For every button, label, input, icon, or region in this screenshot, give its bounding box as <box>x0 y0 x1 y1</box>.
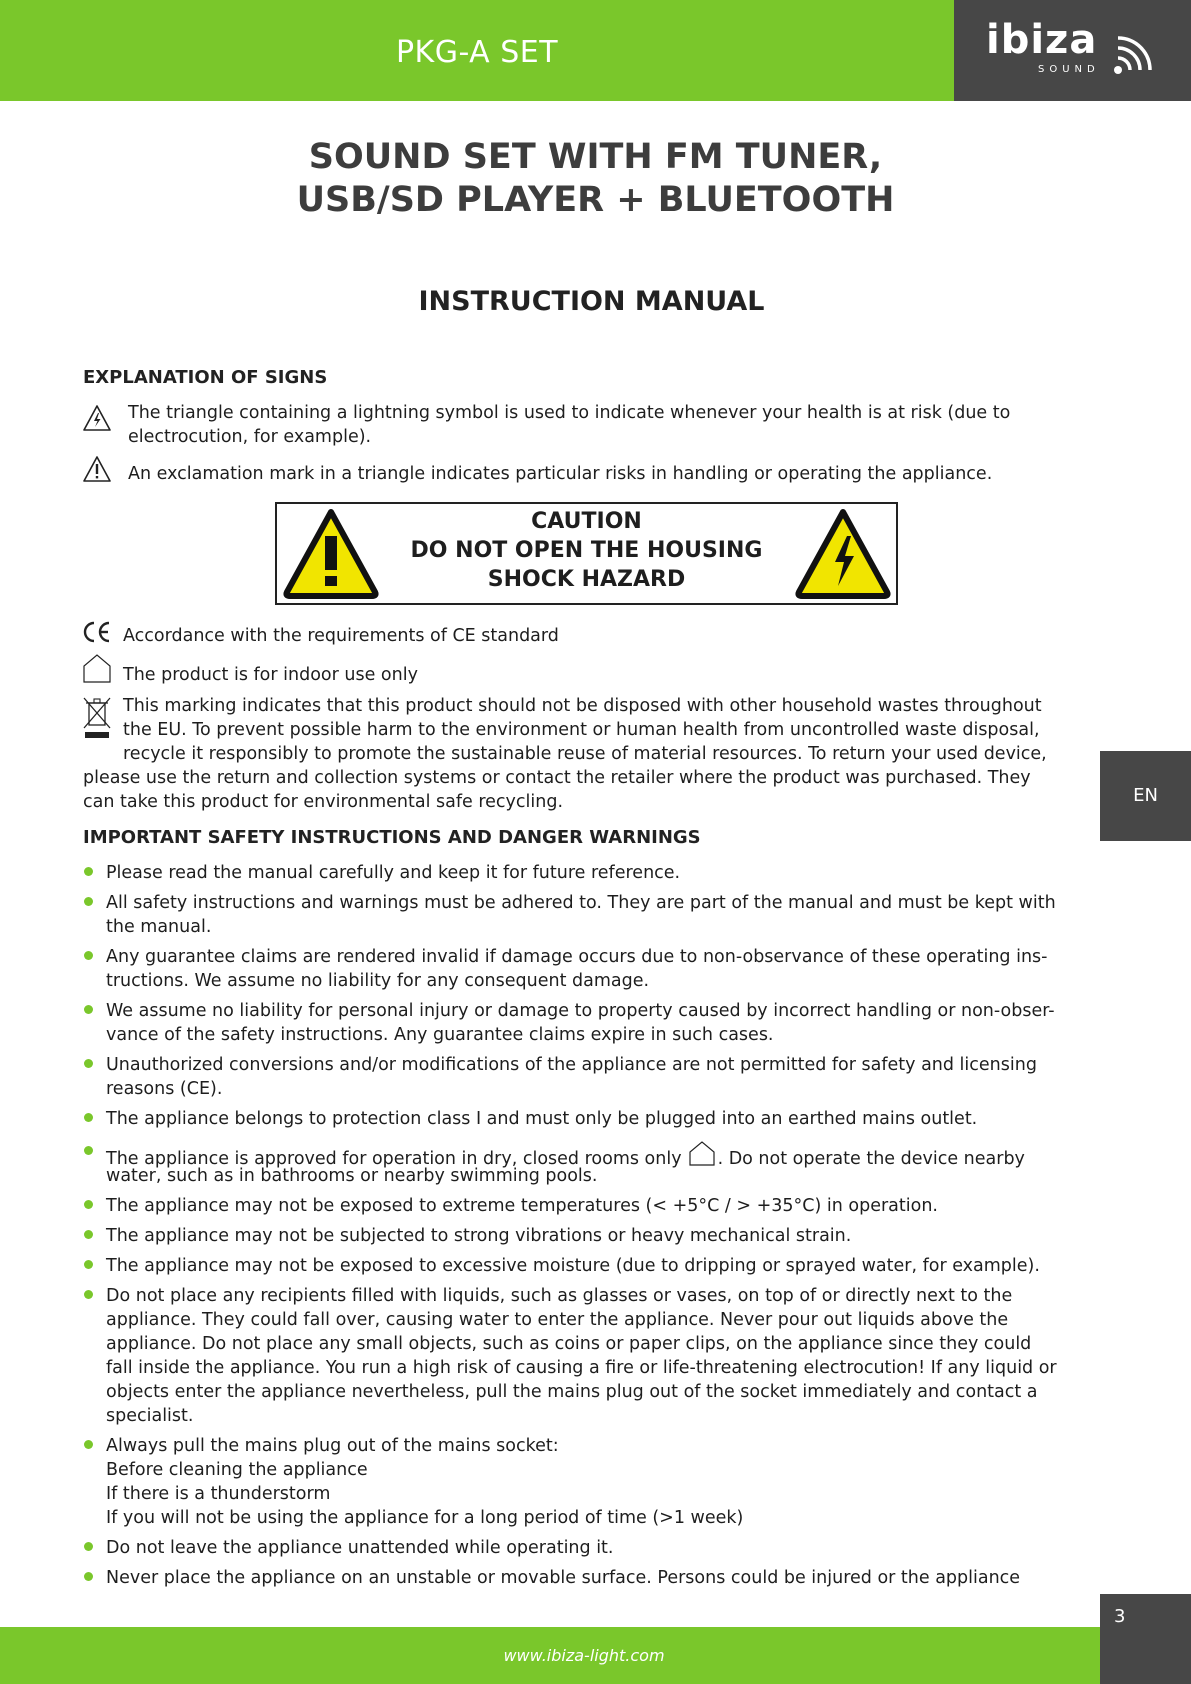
document-title-line2: USB/SD PLAYER + BLUETOOTH <box>296 180 895 220</box>
bullet-dot <box>84 1572 93 1581</box>
bullet-dot <box>84 1260 93 1269</box>
bullet-dot <box>84 1059 93 1068</box>
bullet-dot <box>84 1230 93 1239</box>
safety-item-12-line4: If you will not be using the appliance for a long period of time (>1 week) <box>106 1508 744 1528</box>
safety-item-14: Never place the appliance on an unstable or movable surface. Persons could be injured or the appliance <box>106 1568 1021 1588</box>
footer-url: www.ibiza-light.com <box>503 1646 665 1665</box>
page-number-box <box>1100 1594 1191 1684</box>
safety-item-5-line2: reasons (CE). <box>106 1079 223 1099</box>
bullet-dot <box>84 1113 93 1122</box>
document-title-line1: SOUND SET WITH FM TUNER, <box>308 137 883 177</box>
safety-item-12-line1: Always pull the mains plug out of the mains socket: <box>106 1436 559 1456</box>
safety-item-12-line3: If there is a thunderstorm <box>106 1484 331 1504</box>
ce-mark-icon <box>82 620 114 644</box>
safety-item-4-line2: vance of the safety instructions. Any guarantee claims expire in such cases. <box>106 1025 774 1045</box>
language-tab: EN <box>1100 751 1191 841</box>
lightning-sign-text-line2: electrocution, for example). <box>128 427 372 447</box>
bullet-dot <box>84 867 93 876</box>
bullet-dot <box>84 951 93 960</box>
safety-item-7-text-b: . Do not operate the device nearby <box>717 1149 1025 1169</box>
brand-logo-subtext: SOUND <box>1038 64 1100 75</box>
safety-item-5-line1: Unauthorized conversions and/or modifications of the appliance are not permitted for safety and licensing <box>106 1055 1037 1075</box>
signs-heading: EXPLANATION OF SIGNS <box>83 367 328 388</box>
safety-item-6: The appliance belongs to protection class I and must only be plugged into an earthed mains outlet. <box>106 1109 978 1129</box>
safety-item-3-line2: tructions. We assume no liability for any consequent damage. <box>106 971 650 991</box>
caution-line2: DO NOT OPEN THE HOUSING <box>410 538 763 563</box>
exclamation-triangle-icon <box>82 455 112 483</box>
brand-logo <box>954 0 1191 101</box>
weee-text-line4: please use the return and collection systems or contact the retailer where the product was purchased. They <box>83 768 1031 788</box>
safety-item-12-line2: Before cleaning the appliance <box>106 1460 368 1480</box>
exclamation-sign-text: An exclamation mark in a triangle indicates particular risks in handling or operating the appliance. <box>128 464 993 484</box>
safety-item-2-line2: the manual. <box>106 917 212 937</box>
bullet-dot <box>84 1440 93 1449</box>
lightning-triangle-icon <box>82 404 112 432</box>
safety-item-11-line1: Do not place any recipients filled with liquids, such as glasses or vases, on top of or directly next to the <box>106 1286 1013 1306</box>
safety-item-9: The appliance may not be subjected to strong vibrations or heavy mechanical strain. <box>106 1226 852 1246</box>
indoor-sign-text: The product is for indoor use only <box>123 665 418 685</box>
bullet-dot <box>84 1290 93 1299</box>
safety-item-11-line2: appliance. They could fall over, causing water to enter the appliance. Never pour out liquids above the <box>106 1310 1009 1330</box>
caution-line1: CAUTION <box>531 509 642 534</box>
safety-item-11-line6: specialist. <box>106 1406 194 1426</box>
safety-item-13: Do not leave the appliance unattended while operating it. <box>106 1538 614 1558</box>
bullet-dot <box>84 1200 93 1209</box>
safety-item-10: The appliance may not be exposed to excessive moisture (due to dripping or sprayed water, for example). <box>106 1256 1040 1276</box>
bullet-dot <box>84 1146 93 1155</box>
safety-item-4-line1: We assume no liability for personal injury or damage to property caused by incorrect handling or non-obser- <box>106 1001 1055 1021</box>
page-number: 3 <box>1114 1606 1126 1627</box>
indoor-house-icon <box>81 652 113 684</box>
safety-item-7-text-a: The appliance is approved for operation in dry, closed rooms only <box>106 1149 682 1169</box>
bullet-dot <box>84 1542 93 1551</box>
safety-heading: IMPORTANT SAFETY INSTRUCTIONS AND DANGER WARNINGS <box>83 827 701 848</box>
sound-waves-icon <box>1112 34 1154 76</box>
weee-text-line1: This marking indicates that this product should not be disposed with other household wastes throughout <box>123 696 1042 716</box>
brand-logo-text: ibiza <box>986 17 1098 63</box>
high-voltage-triangle-icon <box>793 506 893 600</box>
safety-item-7-line2: water, such as in bathrooms or nearby swimming pools. <box>106 1166 598 1186</box>
bullet-dot <box>84 897 93 906</box>
safety-item-11-line3: appliance. Do not place any small objects, such as coins or paper clips, on the appliance since they could <box>106 1334 1032 1354</box>
safety-item-11-line5: objects enter the appliance nevertheless, pull the mains plug out of the socket immediately and contact a <box>106 1382 1038 1402</box>
bullet-dot <box>84 1005 93 1014</box>
safety-item-2-line1: All safety instructions and warnings must be adhered to. They are part of the manual and must be kept with <box>106 893 1056 913</box>
safety-item-8: The appliance may not be exposed to extreme temperatures (< +5°C / > +35°C) in operation. <box>106 1196 938 1216</box>
indoor-house-icon <box>688 1140 716 1166</box>
safety-item-1: Please read the manual carefully and keep it for future reference. <box>106 863 681 883</box>
weee-text-line3: recycle it responsibly to promote the sustainable reuse of material resources. To return your used device, <box>123 744 1047 764</box>
weee-crossed-bin-icon <box>81 695 113 741</box>
caution-line3: SHOCK HAZARD <box>487 567 686 592</box>
safety-item-3-line1: Any guarantee claims are rendered invalid if damage occurs due to non-observance of these operating ins- <box>106 947 1048 967</box>
weee-text-line5: can take this product for environmental safe recycling. <box>83 792 564 812</box>
ce-sign-text: Accordance with the requirements of CE standard <box>123 626 559 646</box>
weee-text-line2: the EU. To prevent possible harm to the environment or human health from uncontrolled waste disposal, <box>123 720 1040 740</box>
lightning-sign-text-line1: The triangle containing a lightning symbol is used to indicate whenever your health is at risk (due to <box>128 403 1011 423</box>
manual-title: INSTRUCTION MANUAL <box>418 286 765 317</box>
safety-item-11-line4: fall inside the appliance. You run a high risk of causing a fire or life-threatening electrocution! If any liquid or <box>106 1358 1057 1378</box>
product-model: PKG-A SET <box>395 35 559 70</box>
